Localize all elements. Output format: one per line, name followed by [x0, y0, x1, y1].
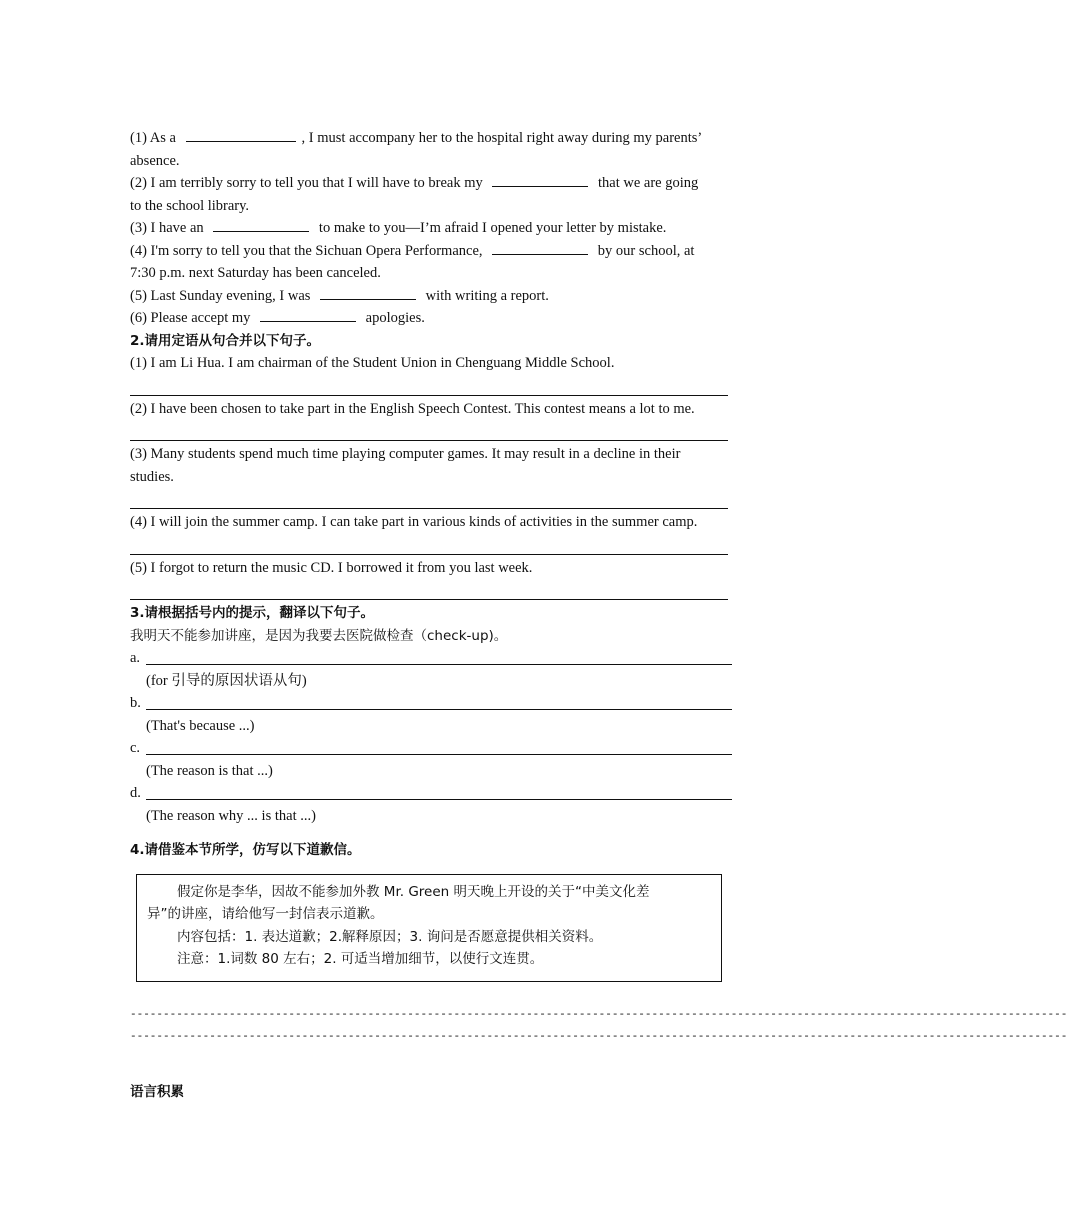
item-text: (6) Please accept my [130, 310, 251, 326]
task-line-1: 假定你是李华，因故不能参加外教 Mr. Green 明天晚上开设的关于“中美文化差 [177, 883, 650, 900]
item-text: (1) As a [130, 130, 176, 146]
task-line-3: 内容包括：1. 表达道歉；2.解释原因；3. 询问是否愿意提供相关资料。 [177, 928, 603, 945]
item-text: (3) I have an [130, 220, 204, 236]
worksheet [130, 127, 1067, 1103]
combine-item-5: (5) I forgot to return the music CD. I borrowed it from you last week. [130, 559, 533, 576]
label-a: a. [130, 650, 141, 666]
answer-line-5[interactable] [130, 579, 728, 600]
section-3-heading: 3.请根据括号内的提示，翻译以下句子。 [130, 605, 375, 621]
item-2 [130, 172, 732, 195]
section-4-heading: 4.请借鉴本节所学，仿写以下道歉信。 [130, 842, 361, 858]
label-d: d. [130, 785, 141, 801]
item-text: to make to you—I’m afraid I opened your letter by mistake. [318, 220, 667, 236]
task-box [136, 874, 722, 982]
footer-heading: 语言积累 [130, 1083, 184, 1100]
item-text: with writing a report. [425, 287, 549, 304]
answer-line-2[interactable] [130, 420, 728, 441]
section-1 [130, 127, 732, 330]
item-text: , I must accompany her to the hospital right away during my parents’ [301, 130, 703, 146]
translation-d [130, 782, 732, 805]
spacer [130, 982, 732, 1004]
blank-4[interactable] [492, 241, 588, 255]
item-5 [130, 285, 732, 308]
answer-line-4[interactable] [130, 534, 728, 555]
hint-d: (The reason why ... is that ...) [146, 807, 316, 824]
item-text: by our school, at [597, 242, 695, 259]
item-4-cont: 7:30 p.m. next Saturday has been canceled. [130, 265, 381, 281]
item-6 [130, 307, 732, 330]
combine-item-3: (3) Many students spend much time playing computer games. It may result in a decline in their [130, 446, 681, 462]
blank-2[interactable] [492, 173, 588, 187]
item-text: (2) I am terribly sorry to tell you that I will have to break my [130, 175, 483, 191]
hint-a: (for 引导的原因状语从句) [146, 672, 307, 689]
hint-c: (The reason is that ...) [146, 762, 273, 779]
hint-b: (That's because ...) [146, 717, 255, 734]
item-text: apologies. [365, 310, 425, 326]
translation-a [130, 647, 732, 670]
spacer [130, 1049, 732, 1081]
writing-dash-line-1[interactable]: ---------------------------------------------------------------------------------------------------------------------------------------------- [130, 1008, 1067, 1021]
blank-1[interactable] [186, 128, 296, 142]
combine-item-4: (4) I will join the summer camp. I can take part in various kinds of activities in the summer camp. [130, 514, 698, 530]
task-line-2: 异”的讲座，请给他写一封信表示道歉。 [147, 906, 384, 922]
blank-5[interactable] [320, 286, 416, 300]
item-3 [130, 217, 732, 240]
translation-prompt: 我明天不能参加讲座，是因为我要去医院做检查（check-up)。 [130, 627, 508, 644]
translation-b [130, 692, 732, 715]
combine-item-2: (2) I have been chosen to take part in the English Speech Contest. This contest means a lot to me. [130, 400, 695, 417]
section-3 [130, 602, 732, 827]
combine-item-3-cont: studies. [130, 468, 174, 485]
spacer [130, 827, 732, 839]
item-1-cont: absence. [130, 152, 180, 169]
combine-item-1: (1) I am Li Hua. I am chairman of the Student Union in Chenguang Middle School. [130, 355, 615, 371]
label-b: b. [130, 695, 141, 711]
item-4 [130, 240, 732, 263]
answer-line-1[interactable] [130, 375, 728, 396]
answer-line-b[interactable] [146, 694, 732, 710]
item-text: (5) Last Sunday evening, I was [130, 287, 311, 304]
answer-line-c[interactable] [146, 739, 732, 755]
item-text: (4) I'm sorry to tell you that the Sichuan Opera Performance, [130, 242, 483, 259]
translation-c [130, 737, 732, 760]
answer-line-3[interactable] [130, 488, 728, 509]
section-4 [130, 839, 1067, 1049]
task-line-4: 注意：1.词数 80 左右；2. 可适当增加细节，以使行文连贯。 [177, 951, 544, 967]
item-2-cont: to the school library. [130, 197, 250, 214]
section-2 [130, 330, 732, 601]
blank-3[interactable] [213, 218, 309, 232]
item-text: that we are going [598, 175, 699, 191]
label-c: c. [130, 740, 141, 756]
answer-line-a[interactable] [146, 649, 732, 665]
writing-dash-line-2[interactable]: ---------------------------------------------------------------------------------------------------------------------------------------------- [130, 1031, 1067, 1043]
item-1 [130, 127, 732, 150]
section-2-heading: 2.请用定语从句合并以下句子。 [130, 332, 321, 349]
blank-6[interactable] [260, 308, 356, 322]
answer-line-d[interactable] [146, 784, 732, 800]
